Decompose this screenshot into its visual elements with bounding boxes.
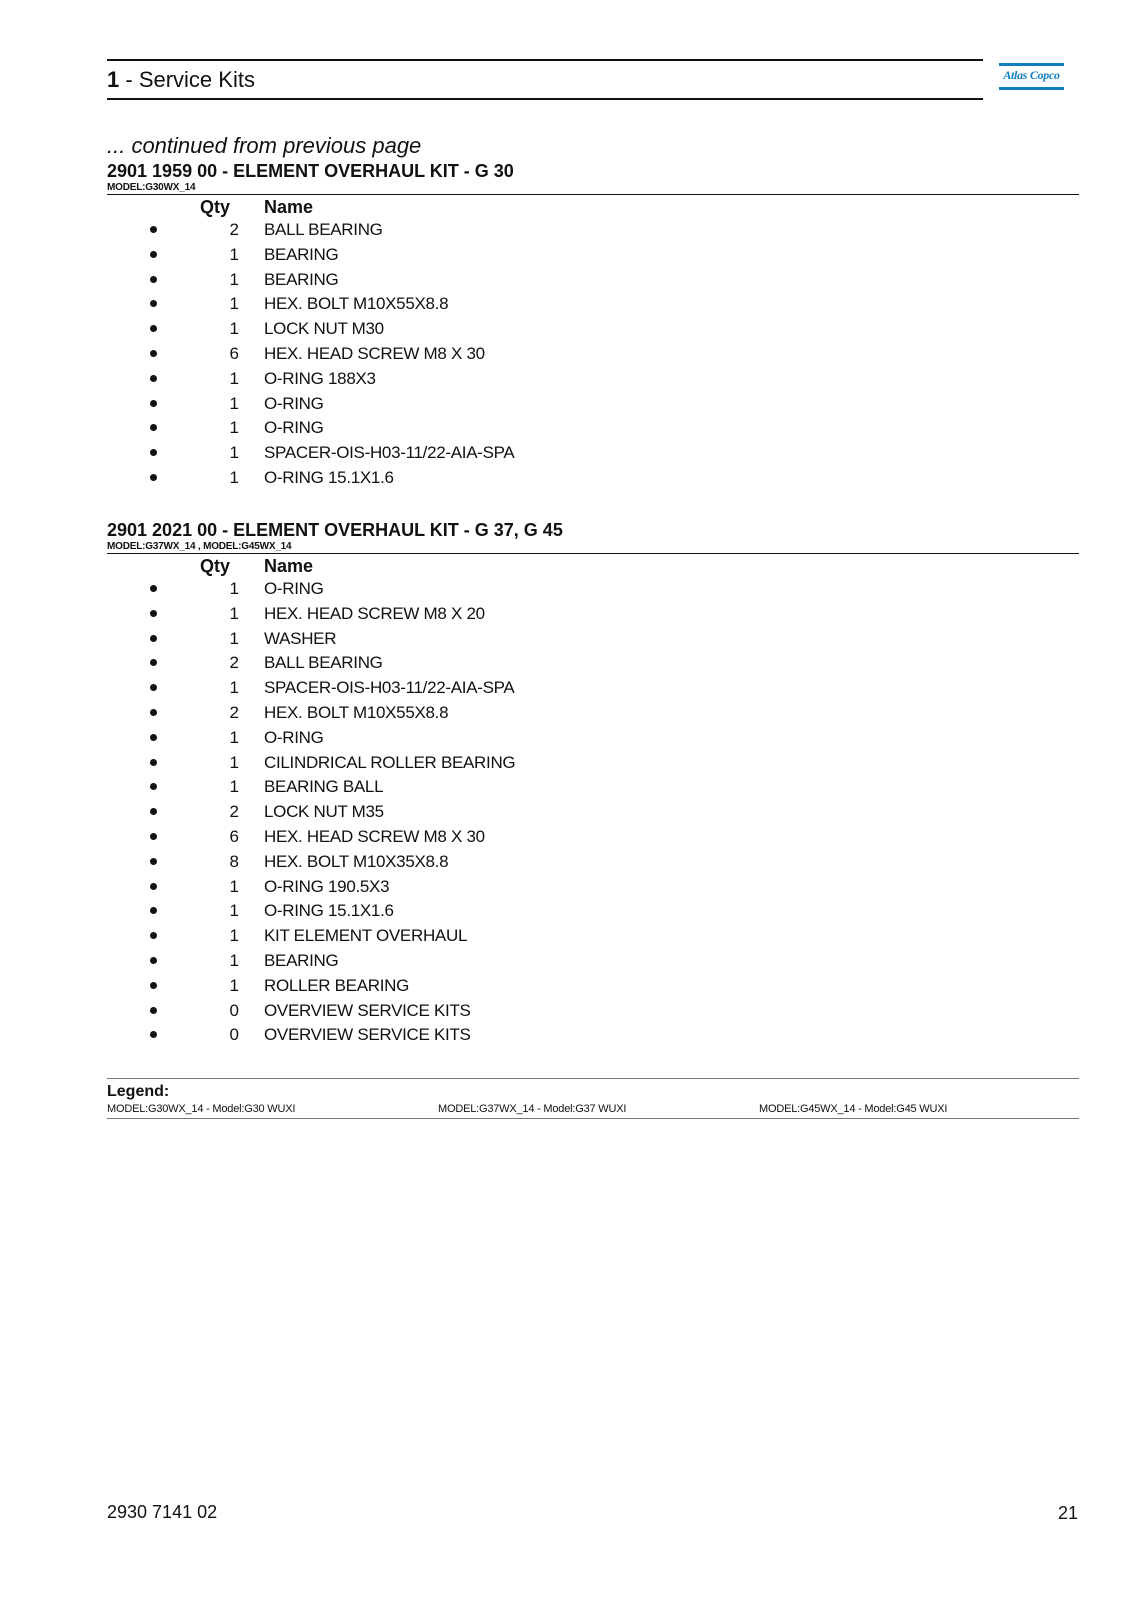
part-name: BALL BEARING: [264, 220, 383, 239]
part-row: [107, 415, 1079, 440]
part-name: SPACER-OIS-H03-11/22-AIA-SPA: [264, 443, 515, 463]
part-qty: 1: [229, 319, 239, 339]
section-title: - Service Kits: [125, 67, 255, 92]
part-row: [107, 750, 1079, 775]
part-qty: 1: [229, 244, 239, 264]
bullet-icon: [150, 226, 157, 233]
legend-item: MODEL:G37WX_14 - Model:G37 WUXI: [438, 1103, 627, 1115]
part-row: [107, 824, 1079, 849]
bullet-icon: [150, 783, 157, 790]
bullet-icon: [150, 957, 157, 964]
kit-models: MODEL:G37WX_14 , MODEL:G45WX_14: [107, 541, 292, 552]
bullet-icon: [150, 932, 157, 939]
name-column-header: Name: [264, 556, 314, 576]
bullet-icon: [150, 833, 157, 840]
bullet-icon: [150, 759, 157, 766]
part-qty: 1: [229, 579, 239, 598]
part-row: [107, 948, 1079, 973]
part-qty: 2: [229, 220, 239, 239]
bullet-icon: [150, 808, 157, 815]
page-header: [107, 59, 983, 100]
part-row: [107, 440, 1079, 465]
part-name: OVERVIEW SERVICE KITS: [264, 1000, 471, 1020]
part-row: [107, 217, 1079, 242]
part-row: [107, 774, 1079, 799]
section-number: 1: [107, 67, 120, 92]
part-name: BEARING: [264, 950, 339, 970]
part-row: [107, 973, 1079, 998]
bullet-icon: [150, 883, 157, 890]
part-name: O-RING: [264, 727, 324, 747]
part-row: [107, 700, 1079, 725]
part-row: [107, 998, 1079, 1023]
logo-bar-top: [999, 63, 1064, 66]
bullet-icon: [150, 684, 157, 691]
kit-section: [107, 519, 1079, 1047]
part-row: [107, 799, 1079, 824]
bullet-icon: [150, 1007, 157, 1014]
legend: [107, 1078, 1079, 1119]
part-qty: 1: [229, 393, 239, 413]
part-name: HEX. HEAD SCREW M8 X 20: [264, 603, 485, 623]
part-qty: 6: [229, 343, 239, 363]
kit-models: MODEL:G30WX_14: [107, 182, 196, 193]
part-row: [107, 576, 1079, 601]
part-name: O-RING 188X3: [264, 368, 376, 388]
part-qty: 1: [229, 269, 239, 289]
part-row: [107, 725, 1079, 750]
bullet-icon: [150, 276, 157, 283]
part-row: [107, 626, 1079, 651]
bullet-icon: [150, 659, 157, 666]
bullet-icon: [150, 350, 157, 357]
part-name: KIT ELEMENT OVERHAUL: [264, 926, 468, 946]
part-qty: 1: [229, 975, 239, 995]
bullet-icon: [150, 251, 157, 258]
part-row: [107, 675, 1079, 700]
part-qty: 0: [229, 1025, 239, 1045]
part-name: HEX. BOLT M10X35X8.8: [264, 851, 449, 871]
bullet-icon: [150, 400, 157, 407]
legend-title: Legend:: [107, 1083, 170, 1100]
part-qty: 8: [229, 851, 239, 871]
part-qty: 2: [229, 702, 239, 722]
part-qty: 6: [229, 826, 239, 846]
table-header: [107, 554, 1079, 576]
document-number: 2930 7141 02: [107, 1502, 218, 1522]
parts-list: [107, 576, 1079, 1047]
atlas-copco-logo: [999, 63, 1064, 95]
kit-section: [107, 160, 1079, 490]
bullet-icon: [150, 858, 157, 865]
part-row: [107, 849, 1079, 874]
bullet-icon: [150, 982, 157, 989]
bullet-icon: [150, 449, 157, 456]
part-qty: 2: [229, 802, 239, 822]
section-heading: [107, 67, 255, 93]
bullet-icon: [150, 734, 157, 741]
part-qty: 1: [229, 752, 239, 772]
part-qty: 2: [229, 653, 239, 673]
part-qty: 1: [229, 603, 239, 623]
part-name: O-RING 190.5X3: [264, 876, 390, 896]
part-name: HEX. HEAD SCREW M8 X 30: [264, 343, 485, 363]
part-qty: 1: [229, 628, 239, 648]
part-name: HEX. BOLT M10X55X8.8: [264, 702, 449, 722]
bullet-icon: [150, 907, 157, 914]
logo-bar-bottom: [999, 87, 1064, 90]
kit-title: 2901 1959 00 - ELEMENT OVERHAUL KIT - G 30: [107, 161, 514, 181]
part-row: [107, 874, 1079, 899]
part-row: [107, 341, 1079, 366]
qty-column-header: Qty: [200, 197, 231, 217]
part-qty: 1: [229, 443, 239, 463]
bullet-icon: [150, 300, 157, 307]
name-column-header: Name: [264, 197, 314, 217]
part-qty: 1: [229, 926, 239, 946]
part-qty: 1: [229, 901, 239, 921]
bullet-icon: [150, 1031, 157, 1038]
part-qty: 1: [229, 294, 239, 314]
part-name: OVERVIEW SERVICE KITS: [264, 1025, 471, 1045]
part-qty: 1: [229, 876, 239, 896]
part-name: WASHER: [264, 628, 337, 648]
kit-title: 2901 2021 00 - ELEMENT OVERHAUL KIT - G 37, G 45: [107, 520, 563, 540]
parts-list: [107, 217, 1079, 490]
part-row: [107, 465, 1079, 490]
part-row: [107, 267, 1079, 292]
part-name: O-RING 15.1X1.6: [264, 901, 394, 921]
part-name: BALL BEARING: [264, 653, 383, 673]
part-row: [107, 242, 1079, 267]
table-header: [107, 195, 1079, 217]
part-row: [107, 316, 1079, 341]
page-number: 21: [1058, 1503, 1079, 1523]
continued-note: ... continued from previous page: [107, 133, 422, 158]
part-qty: 1: [229, 777, 239, 797]
part-name: O-RING 15.1X1.6: [264, 467, 394, 487]
bullet-icon: [150, 474, 157, 481]
part-name: BEARING: [264, 269, 339, 289]
part-row: [107, 366, 1079, 391]
part-row: [107, 898, 1079, 923]
part-qty: 1: [229, 950, 239, 970]
bullet-icon: [150, 375, 157, 382]
part-qty: 1: [229, 418, 239, 438]
part-row: [107, 650, 1079, 675]
legend-item: MODEL:G45WX_14 - Model:G45 WUXI: [759, 1103, 948, 1115]
legend-item: MODEL:G30WX_14 - Model:G30 WUXI: [107, 1103, 296, 1115]
part-row: [107, 923, 1079, 948]
part-name: LOCK NUT M35: [264, 802, 384, 822]
part-name: SPACER-OIS-H03-11/22-AIA-SPA: [264, 678, 515, 698]
part-name: LOCK NUT M30: [264, 319, 384, 339]
part-name: O-RING: [264, 418, 324, 438]
part-qty: 0: [229, 1000, 239, 1020]
part-row: [107, 291, 1079, 316]
part-qty: 1: [229, 678, 239, 698]
part-qty: 1: [229, 467, 239, 487]
part-name: O-RING: [264, 393, 324, 413]
part-row: [107, 1022, 1079, 1047]
part-name: HEX. HEAD SCREW M8 X 30: [264, 826, 485, 846]
bullet-icon: [150, 325, 157, 332]
part-name: O-RING: [264, 579, 324, 598]
bullet-icon: [150, 424, 157, 431]
bullet-icon: [150, 585, 157, 592]
part-name: HEX. BOLT M10X55X8.8: [264, 294, 449, 314]
bullet-icon: [150, 635, 157, 642]
part-name: BEARING: [264, 244, 339, 264]
part-qty: 1: [229, 368, 239, 388]
bullet-icon: [150, 610, 157, 617]
bullet-icon: [150, 709, 157, 716]
qty-column-header: Qty: [200, 556, 231, 576]
part-qty: 1: [229, 727, 239, 747]
part-name: BEARING BALL: [264, 777, 384, 797]
part-row: [107, 601, 1079, 626]
part-name: ROLLER BEARING: [264, 975, 410, 995]
part-row: [107, 391, 1079, 416]
logo-text: Atlas Copco: [1003, 68, 1060, 82]
part-name: CILINDRICAL ROLLER BEARING: [264, 752, 516, 772]
